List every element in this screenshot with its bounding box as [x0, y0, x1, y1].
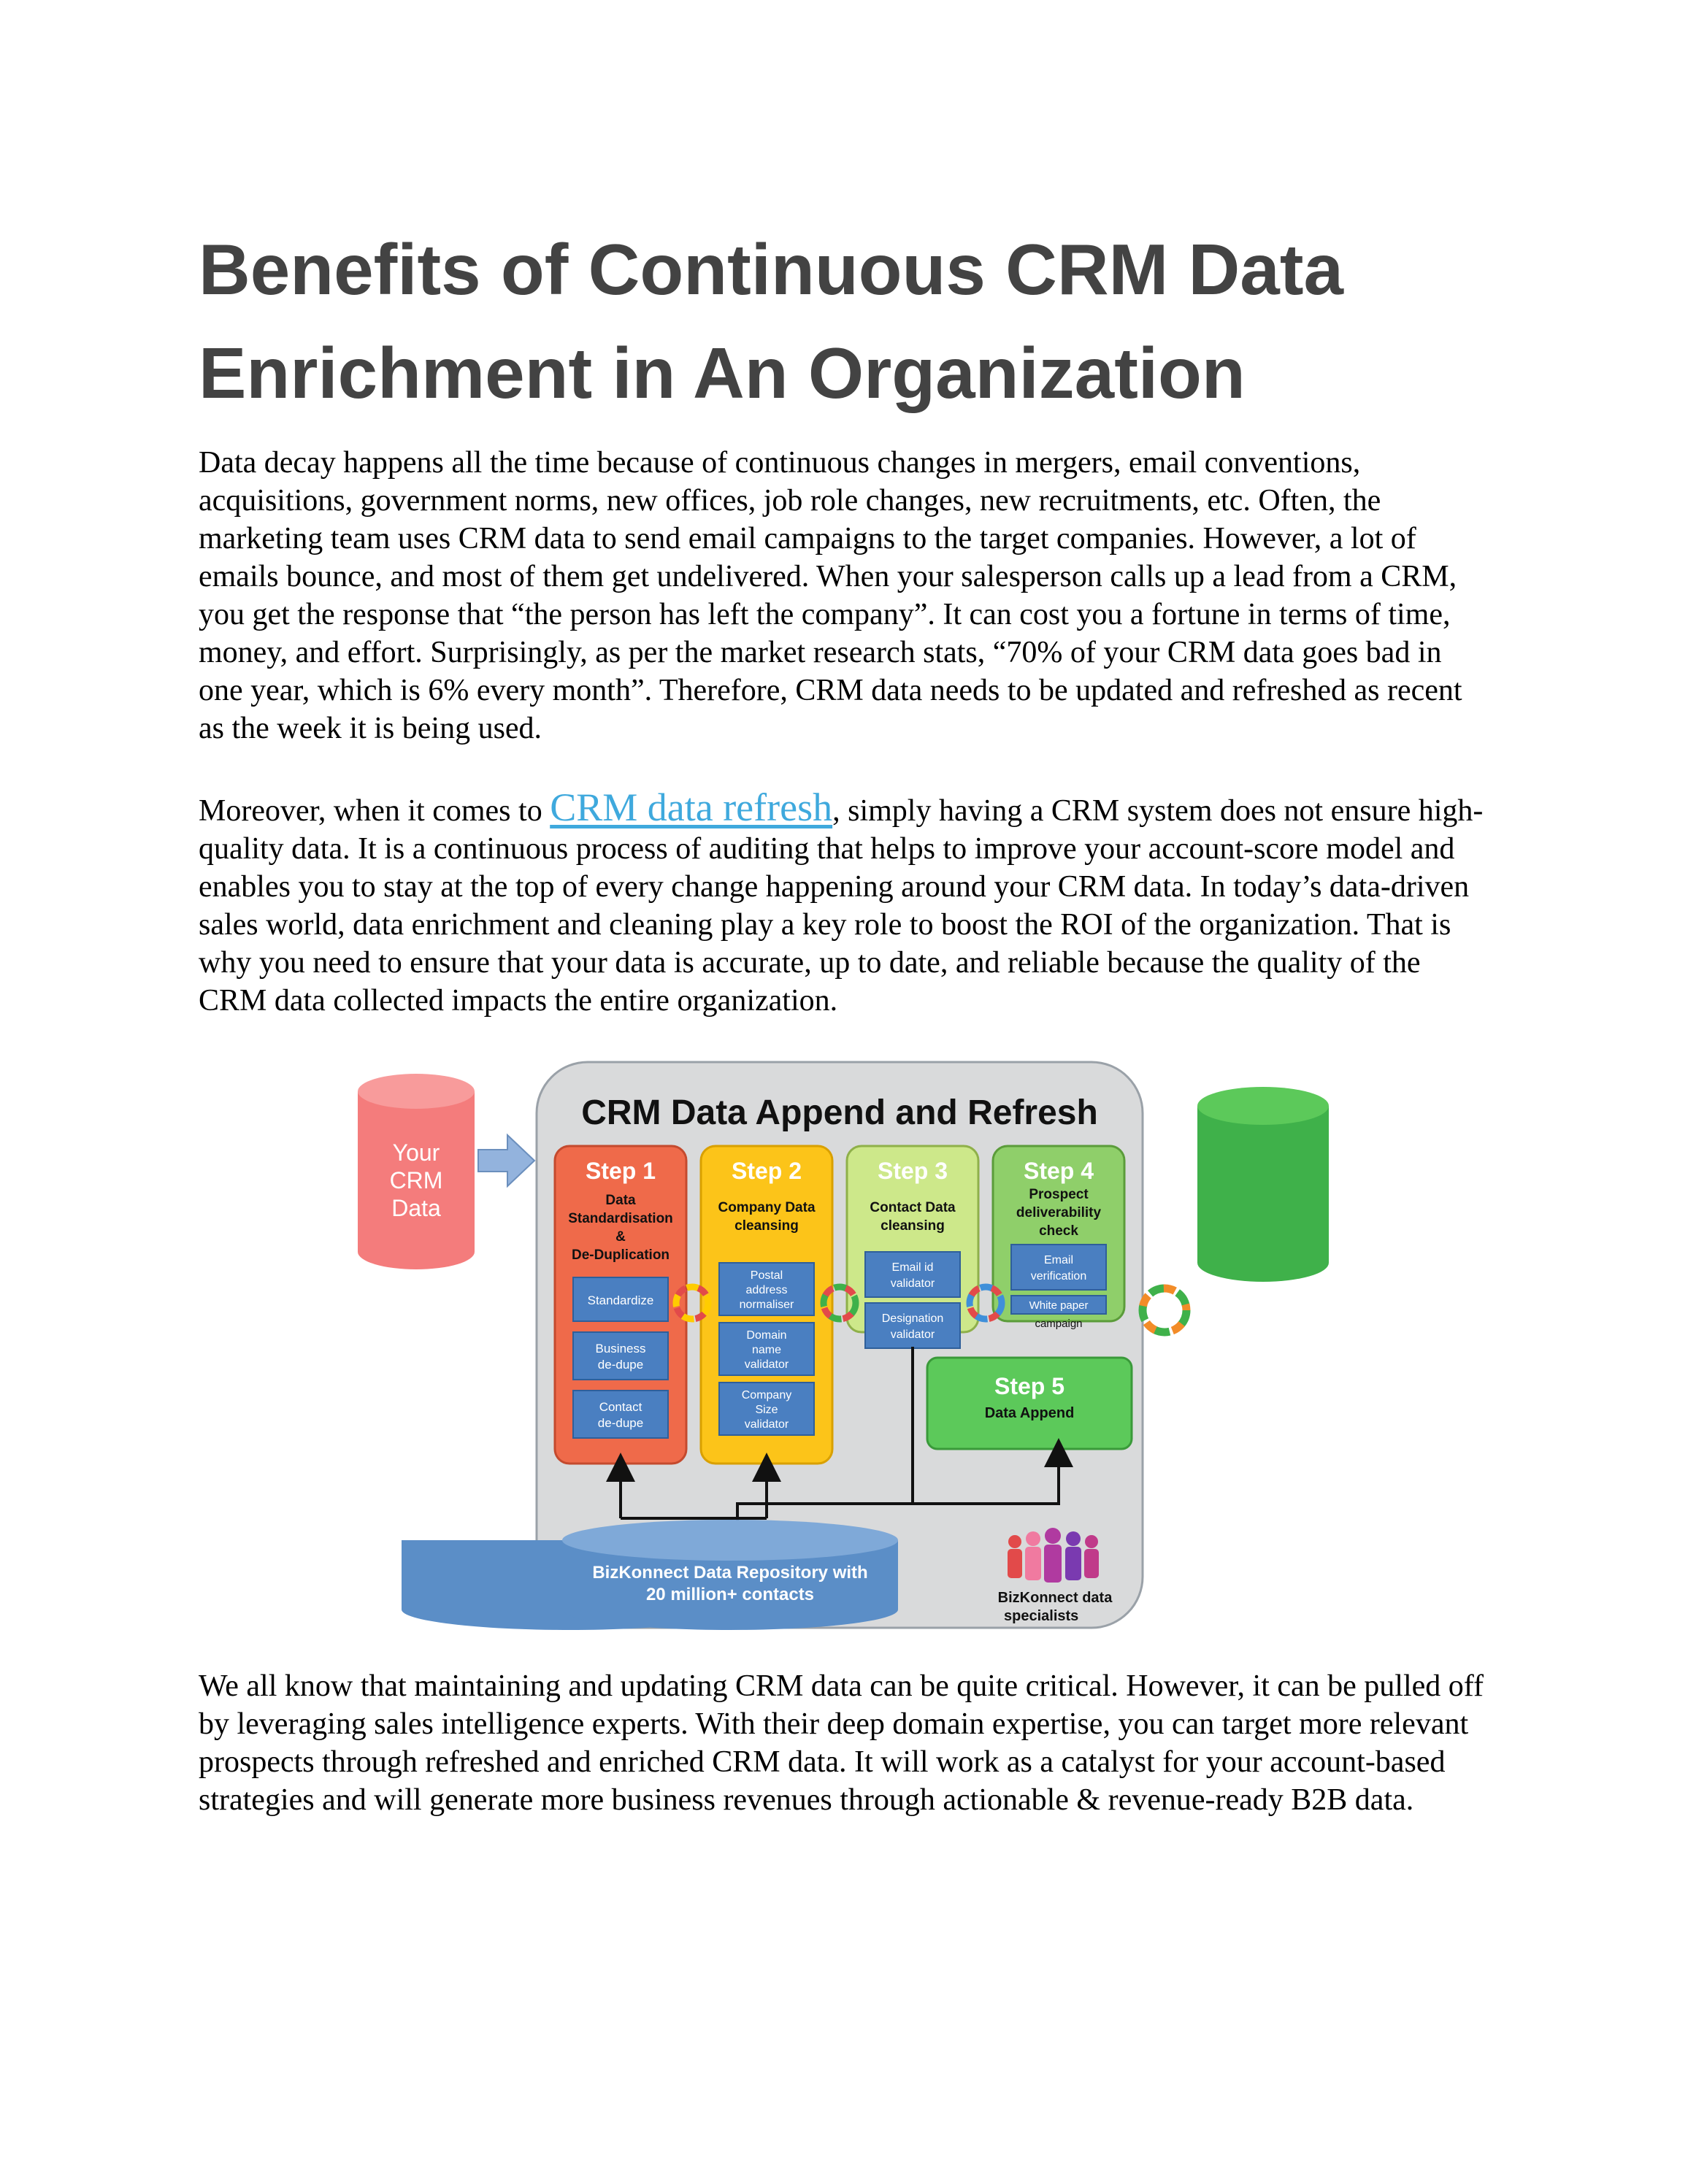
specialists-label: specialists	[1004, 1608, 1079, 1624]
svg-text:Step 1: Step 1	[585, 1158, 656, 1184]
svg-text:Email: Email	[1043, 1254, 1074, 1266]
bizkonnect-repository-cylinder	[402, 1520, 898, 1630]
svg-text:Size: Size	[755, 1404, 778, 1416]
svg-text:deliverability: deliverability	[1016, 1205, 1102, 1220]
page-title: Benefits of Continuous CRM Data Enrichment in An Organization	[199, 229, 1343, 413]
svg-text:validator: validator	[890, 1277, 935, 1290]
target-line-1: Cleaned &	[1215, 1292, 1311, 1315]
svg-text:Email id: Email id	[891, 1261, 934, 1274]
svg-text:Designation: Designation	[881, 1312, 944, 1325]
svg-text:validator: validator	[744, 1358, 789, 1371]
svg-text:Postal: Postal	[750, 1269, 783, 1282]
svg-text:20 million+ contacts: 20 million+ contacts	[645, 1585, 815, 1604]
svg-text:Standardisation: Standardisation	[568, 1211, 673, 1226]
svg-text:cleansing: cleansing	[734, 1218, 799, 1234]
svg-text:Step 2: Step 2	[731, 1158, 802, 1184]
step-5-card	[927, 1358, 1132, 1449]
step-2-card	[701, 1146, 832, 1464]
svg-text:Step 5: Step 5	[994, 1373, 1065, 1399]
svg-text:De-Duplication: De-Duplication	[571, 1247, 670, 1263]
diagram-title: CRM Data Append and Refresh	[581, 1093, 1098, 1132]
svg-text:Prospect: Prospect	[1029, 1187, 1089, 1202]
source-line-3: Data	[391, 1195, 441, 1221]
target-line-2: Enriched	[1222, 1318, 1304, 1340]
svg-text:Data: Data	[605, 1193, 636, 1208]
svg-text:validator: validator	[890, 1329, 935, 1341]
svg-text:Data Append: Data Append	[984, 1405, 1075, 1421]
svg-text:address: address	[745, 1284, 788, 1296]
your-crm-data-cylinder	[358, 1074, 475, 1269]
svg-text:campaign: campaign	[1035, 1318, 1083, 1330]
step-1-card	[555, 1146, 686, 1464]
svg-text:Company: Company	[741, 1389, 792, 1401]
crm-process-diagram	[343, 1058, 1343, 1635]
svg-text:White paper: White paper	[1029, 1299, 1089, 1312]
svg-text:de-dupe: de-dupe	[597, 1358, 644, 1372]
svg-text:check: check	[1039, 1223, 1078, 1239]
source-line-1: Your	[392, 1139, 440, 1166]
crm-data-refresh-link[interactable]: CRM data refresh	[550, 785, 833, 829]
step-4-card	[993, 1146, 1124, 1330]
svg-text:cleansing: cleansing	[881, 1218, 945, 1234]
svg-text:Step 4: Step 4	[1023, 1158, 1094, 1184]
paragraph-conclusion: We all know that maintaining and updating CRM data can be quite critical. However, it can be pulled off by leveraging sales intelligence experts. With their deep domain expertise, you can target more relevant prospects through refreshed and enriched CRM data. It will work as a catalyst for your account-based strategies and will generate more business revenues through actionable & revenue-ready B2B data.	[199, 1669, 1484, 1817]
svg-text:&: &	[615, 1229, 626, 1245]
paragraph-crm-refresh	[199, 785, 1491, 1020]
step-3-card	[847, 1146, 978, 1348]
svg-text:Contact Data: Contact Data	[870, 1200, 956, 1215]
source-line-2: CRM	[389, 1167, 443, 1193]
cleaned-enriched-data-cylinder	[1197, 1087, 1329, 1366]
svg-text:name: name	[751, 1344, 782, 1356]
svg-text:Domain: Domain	[746, 1329, 787, 1342]
paragraph-text: Moreover, when it comes to	[199, 794, 550, 828]
svg-text:de-dupe: de-dupe	[597, 1416, 644, 1430]
paragraph-data-decay: Data decay happens all the time because of continuous changes in mergers, email conventions, acquisitions, government norms, new offices, job role changes, new recruitments, etc. Often, the marketing team uses CRM data to send email campaigns to the target companies. However, a lot of emails bounce, and most of them get undelivered. When your salesperson calls up a lead from a CRM, you get the response that “the person has left the company”. It can cost you a fortune in terms of time, money, and effort. Surprisingly, as per the market research stats, “70% of your CRM data goes bad in one year, which is 6% every month”. Therefore, CRM data needs to be updated and refreshed as recent as the week it is being used.	[199, 446, 1462, 745]
svg-text:validator: validator	[744, 1418, 789, 1431]
svg-text:Company Data: Company Data	[718, 1200, 816, 1215]
svg-text:Business: Business	[595, 1342, 646, 1356]
paragraph-text: , simply having a CRM system does not ensure high-quality data. It is a continuous process of auditing that helps to improve your account-score model and enables you to stay at the top of every change happening around your CRM data. In today’s data-driven sales world, data enrichment and cleaning play a key role to boost the ROI of the organization. That is why you need to ensure that your data is accurate, up to date, and reliable because the quality of the CRM data collected impacts the entire organization.	[199, 794, 1484, 1018]
svg-text:BizKonnect Data Repository wit: BizKonnect Data Repository with	[592, 1563, 868, 1583]
specialists-label: BizKonnect data	[997, 1590, 1113, 1606]
svg-text:Contact: Contact	[599, 1400, 642, 1414]
svg-text:normaliser: normaliser	[739, 1299, 794, 1311]
svg-text:Step 3: Step 3	[877, 1158, 948, 1184]
svg-text:verification: verification	[1030, 1270, 1087, 1283]
connector-ring-icon	[1143, 1288, 1186, 1332]
target-line-3: CRM Data	[1215, 1343, 1311, 1366]
svg-text:Standardize: Standardize	[587, 1293, 654, 1307]
flow-arrow-icon	[478, 1135, 534, 1186]
